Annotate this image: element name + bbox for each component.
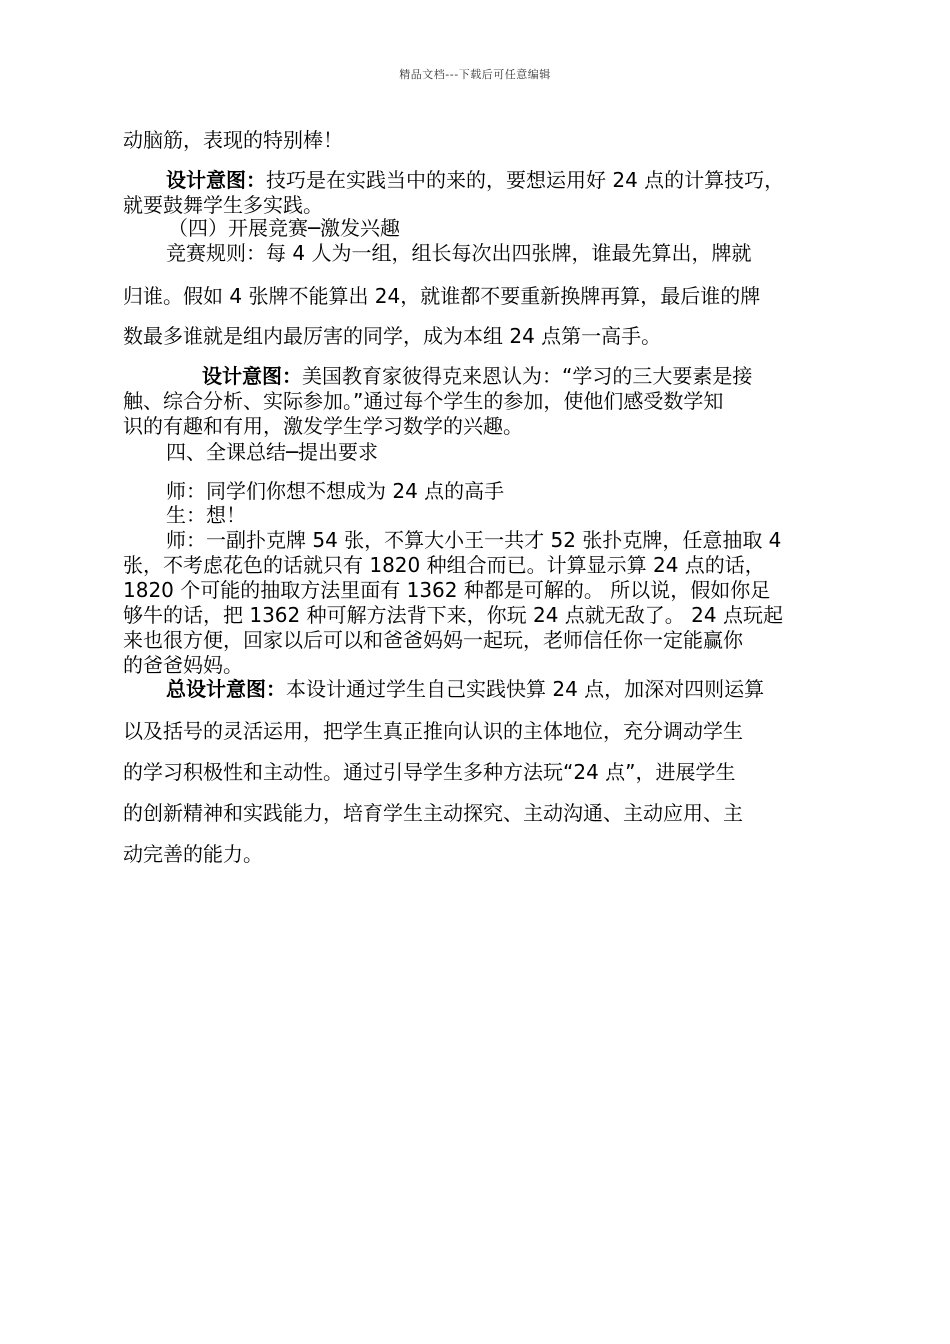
paragraph-line: 够牛的话，把 1362 种可解方法背下来，你玩 24 点就无敌了。 24 点玩起 [123, 603, 783, 627]
summary-intent-line: 总设计意图：本设计通过学生自己实践快算 24 点，加深对四则运算 [166, 677, 765, 701]
dialogue-line: 师：一副扑克牌 54 张，不算大小王一共才 52 张扑克牌，任意抽取 4 [166, 528, 782, 552]
bold-label: 设计意图： [202, 364, 302, 388]
section-heading: （四）开展竞赛─激发兴趣 [168, 216, 401, 240]
paragraph-line: 归谁。假如 4 张牌不能算出 24，就谁都不要重新换牌再算，最后谁的牌 [123, 284, 761, 308]
dialogue-line: 师：同学们你想不想成为 24 点的高手 [166, 479, 505, 503]
page-header: 精品文档---下载后可任意编辑 [399, 68, 551, 81]
dialogue-line: 生：想！ [166, 503, 246, 527]
paragraph-line: 1820 个可能的抽取方法里面有 1362 种都是可解的。 所以说，假如你足 [123, 578, 771, 602]
bold-label: 设计意图： [166, 168, 266, 192]
paragraph-line: 的爸爸妈妈。 [123, 653, 243, 677]
section-heading: 四、全课总结─提出要求 [166, 440, 379, 464]
paragraph-line: 识的有趣和有用，激发学生学习数学的兴趣。 [123, 414, 523, 438]
paragraph-line: 动完善的能力。 [123, 842, 263, 866]
paragraph-line: 张，不考虑花色的话就只有 1820 种组合而已。计算显示算 24 点的话， [123, 553, 765, 577]
paragraph-line: 的学习积极性和主动性。通过引导学生多种方法玩“24 点”，进展学生 [123, 760, 736, 784]
paragraph-line: 数最多谁就是组内最厉害的同学，成为本组 24 点第一高手。 [123, 324, 662, 348]
bold-label: 总设计意图： [166, 677, 286, 701]
design-intent-line: 设计意图：美国教育家彼得克来恩认为：“学习的三大要素是接 [202, 364, 753, 388]
paragraph-line: 的创新精神和实践能力，培育学生主动探究、主动沟通、主动应用、主 [123, 801, 743, 825]
paragraph-line: 动脑筋，表现的特别棒！ [123, 128, 343, 152]
paragraph-line: 以及括号的灵活运用，把学生真正推向认识的主体地位，充分调动学生 [123, 719, 743, 743]
paragraph-line: 竞赛规则：每 4 人为一组，组长每次出四张牌，谁最先算出，牌就 [166, 241, 752, 265]
paragraph-line: 触、综合分析、实际参加。”通过每个学生的参加，使他们感受数学知 [123, 389, 724, 413]
paragraph-line: 来也很方便，回家以后可以和爸爸妈妈一起玩，老师信任你一定能赢你 [123, 628, 743, 652]
paragraph-line: 就要鼓舞学生多实践。 [123, 193, 323, 217]
design-intent-line: 设计意图：技巧是在实践当中的来的，要想运用好 24 点的计算技巧， [166, 168, 785, 192]
